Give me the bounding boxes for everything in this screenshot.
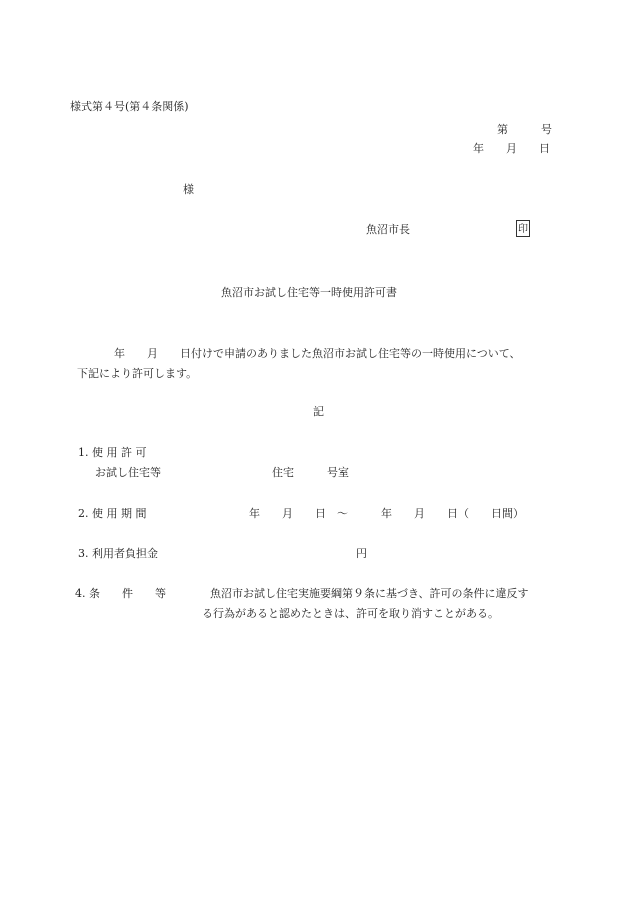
item-4-line-2: る行為があると認めたときは、許可を取り消すことがある。 [202,607,499,620]
form-label: 様式第４号(第４条関係) [70,100,189,113]
addressee-suffix: 様 [183,183,194,196]
body-line-2: 下記により許可します。 [77,367,198,380]
document-number: 第 号 [497,123,552,136]
item-3-label: 3. 利用者負担金 [78,547,158,560]
item-4-label: 4. 条 件 等 [75,587,166,600]
item-3-value: 円 [356,547,367,560]
seal-mark: 印 [516,220,530,237]
document-date: 年 月 日 [473,142,550,155]
body-line-1: 年 月 日付けで申請のありました魚沼市お試し住宅等の一時使用について、 [114,347,521,360]
ki-heading: 記 [313,405,324,418]
item-1-sub-value: 住宅 号室 [272,466,349,479]
document-title: 魚沼市お試し住宅等一時使用許可書 [221,286,397,299]
issuer: 魚沼市長 [366,223,410,236]
item-1-sub-label: お試し住宅等 [95,466,161,479]
item-4-line-1: 魚沼市お試し住宅実施要綱第９条に基づき、許可の条件に違反す [210,587,529,600]
item-2-value: 年 月 日 ～ 年 月 日（ 日間） [249,507,524,520]
item-2-label: 2. 使 用 期 間 [78,507,147,520]
item-1-label: 1. 使 用 許 可 [78,446,147,459]
